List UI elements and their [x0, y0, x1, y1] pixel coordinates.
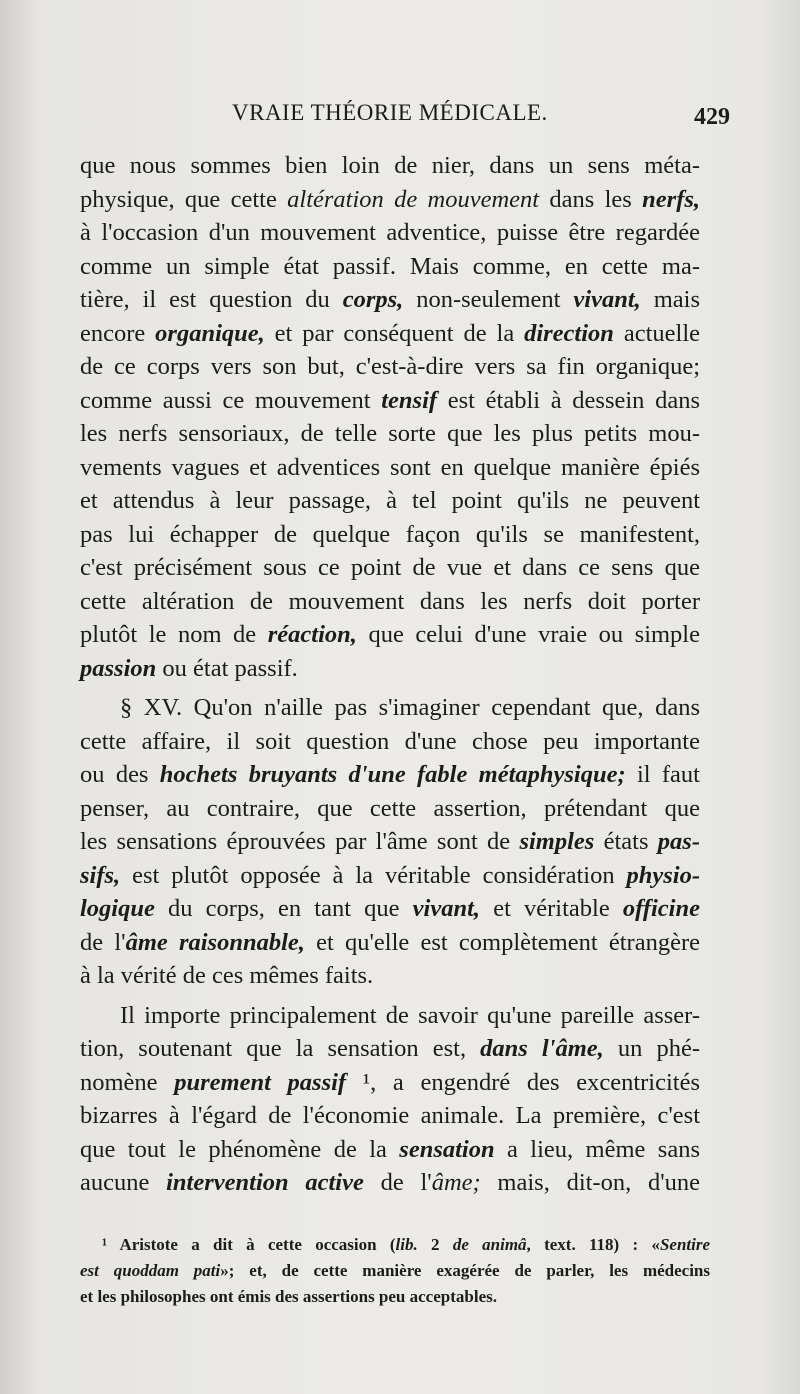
emphasis: [480, 1035, 604, 1062]
text-run: à la vérité de ces mêmes faits.: [80, 962, 374, 989]
italic-text: de animâ: [452, 1235, 527, 1254]
text-run: et véritable: [480, 895, 623, 922]
text-run: les nerfs sensoriaux, de telle sorte que les plus petits mou-: [80, 420, 700, 447]
emphasis-text: physio-: [626, 861, 700, 889]
text-run: est établi à dessein dans: [437, 386, 700, 414]
emphasis-text: purement passif: [174, 1068, 347, 1096]
text-run: penser, au contraire, que cette assertion, prétendant que: [80, 794, 700, 822]
emphasis: [524, 320, 614, 347]
text-run: et les philosophes ont émis des assertions peu acceptables.: [80, 1287, 497, 1306]
body-line: [80, 892, 700, 926]
text-run: de ce corps vers son but, c'est-à-dire vers sa fin organique;: [80, 353, 700, 380]
body-text: [80, 149, 700, 1200]
emphasis-text: réaction,: [267, 621, 357, 648]
emphasis: [642, 186, 700, 213]
running-head: [80, 100, 730, 136]
text-run: c'est précisément sous ce point de vue et dans ce sens que: [80, 554, 700, 581]
footnote-line: [80, 1284, 710, 1310]
body-line: [80, 725, 700, 759]
emphasis: [160, 761, 626, 788]
body-line: [80, 149, 700, 183]
text-run: tière, il est question du: [80, 286, 343, 313]
text-run: plutôt le nom de: [80, 621, 268, 648]
body-line: [80, 183, 700, 217]
text-run: encore: [80, 319, 156, 347]
emphasis-text: simples: [519, 828, 595, 855]
body-line: [80, 417, 700, 451]
text-run: tion, soutenant que la sensation est,: [80, 1035, 481, 1062]
body-line: [80, 1166, 700, 1200]
emphasis: [80, 895, 155, 922]
text-run: cette affaire, il soit question d'une chose peu importante: [80, 727, 700, 755]
body-line: [80, 283, 700, 317]
text-run: que tout le phénomène de la: [80, 1135, 400, 1163]
text-run: et attendus à leur passage, à tel point qu'ils ne peuvent: [80, 487, 700, 514]
body-line: [80, 451, 700, 485]
italic-text: lib.: [395, 1235, 418, 1254]
text-run: états: [594, 828, 658, 855]
emphasis: [519, 828, 594, 855]
text-run: Il importe principalement de savoir qu'une pareille asser-: [120, 1001, 700, 1029]
text-run: , text. 118) : «: [526, 1235, 660, 1254]
body-line: [80, 652, 700, 686]
text-run: a lieu, même sans: [494, 1135, 700, 1163]
text-run: comme aussi ce mouvement: [80, 386, 382, 414]
text-run: dans les: [539, 185, 643, 213]
body-line: [80, 825, 700, 859]
body-line: [80, 959, 700, 993]
emphasis-text: sifs,: [80, 861, 121, 889]
text-run: § XV. Qu'on n'aille pas s'imaginer cependant que, dans: [120, 694, 700, 721]
text-run: actuelle: [613, 319, 700, 347]
text-run: vements vagues et adventices sont en quelque manière épiés: [80, 453, 700, 481]
text-run: et par conséquent de la: [264, 319, 525, 347]
text-run: les sensations éprouvées par l'âme sont de: [80, 828, 520, 855]
text-run: ou des: [80, 761, 160, 788]
text-run: ou état passif.: [156, 654, 298, 682]
body-line: [80, 758, 700, 792]
body-line: [80, 691, 700, 725]
emphasis-text: vivant,: [573, 286, 641, 313]
text-run: mais: [640, 286, 700, 313]
text-run: que nous sommes bien loin de nier, dans un sens méta-: [80, 152, 700, 179]
body-line: [80, 618, 700, 652]
footnote-line: [80, 1258, 710, 1284]
emphasis-text: logique: [80, 895, 155, 922]
emphasis-text: direction: [524, 319, 614, 347]
emphasis-text: dans l'âme,: [480, 1035, 604, 1062]
emphasis-text: sensation: [399, 1135, 495, 1163]
body-line: [80, 518, 700, 552]
body-line: [80, 350, 700, 384]
body-line: [80, 484, 700, 518]
text-run: que celui d'une vraie ou simple: [356, 621, 700, 648]
footnotes: [80, 1232, 710, 1310]
emphasis: [155, 320, 265, 347]
italic-text: altération de mouvement: [287, 185, 540, 213]
text-run: nomène: [80, 1068, 175, 1096]
emphasis-text: hochets bruyants d'une fable métaphysique;: [159, 761, 626, 788]
text-run: ¹ Aristote a dit à cette occasion (: [102, 1235, 396, 1254]
emphasis-text: pas-: [657, 828, 700, 855]
emphasis: [174, 1069, 346, 1096]
emphasis: [399, 1136, 494, 1163]
emphasis-text: organique,: [155, 319, 265, 347]
text-run: de l': [363, 1169, 432, 1196]
italic-text: Sentire: [659, 1235, 710, 1254]
emphasis-text: nerfs,: [642, 185, 701, 213]
emphasis: [623, 895, 700, 922]
italic-text: âme;: [431, 1169, 481, 1196]
text-run: mais, dit-on, d'une: [480, 1169, 700, 1196]
emphasis-text: passion: [80, 654, 157, 682]
emphasis-text: tensif: [381, 386, 438, 414]
body-line: [80, 1133, 700, 1167]
body-line: [80, 551, 700, 585]
text-run: physique, que cette: [80, 185, 288, 213]
emphasis: [268, 621, 357, 648]
text-run: du corps, en tant que: [154, 895, 413, 922]
emphasis: [126, 929, 305, 956]
emphasis: [166, 1169, 364, 1196]
emphasis: [573, 286, 640, 313]
emphasis-text: corps,: [342, 286, 404, 313]
body-line: [80, 250, 700, 284]
text-run: de l': [80, 928, 126, 956]
text-run: à l'occasion d'un mouvement adventice, puisse être regardée: [80, 219, 700, 246]
emphasis: [627, 862, 701, 889]
emphasis: [343, 286, 404, 313]
text-run: cette altération de mouvement dans les nerfs doit porter: [80, 587, 700, 615]
text-run: »; et, de cette manière exagérée de parler, les médecins: [220, 1261, 710, 1280]
body-line: [80, 317, 700, 351]
text-run: est plutôt opposée à la véritable considération: [120, 861, 627, 889]
running-title: VRAIE THÉORIE MÉDICALE.: [232, 100, 548, 125]
text-run: il faut: [625, 761, 700, 788]
emphasis-text: officine: [622, 895, 700, 922]
text-run: ¹, a engendré des excentricités: [346, 1068, 701, 1096]
emphasis: [80, 655, 156, 682]
body-line: [80, 1066, 700, 1100]
text-run: non-seulement: [403, 286, 574, 313]
page-number: 429: [694, 104, 730, 130]
body-line: [80, 384, 700, 418]
emphasis: [413, 895, 480, 922]
body-line: [80, 216, 700, 250]
body-line: [80, 999, 700, 1033]
footnote-line: [80, 1232, 710, 1258]
text-run: aucune: [80, 1169, 167, 1196]
text-run: pas lui échapper de quelque façon qu'ils se manifestent,: [80, 520, 700, 548]
text-run: un phé-: [603, 1035, 700, 1062]
text-run: 2: [417, 1235, 453, 1254]
italic-text: est quoddam pati: [80, 1261, 221, 1280]
emphasis: [80, 862, 120, 889]
emphasis-text: âme raisonnable,: [125, 928, 305, 956]
body-line: [80, 859, 700, 893]
emphasis: [381, 387, 437, 414]
text-run: et qu'elle est complètement étrangère: [304, 928, 700, 956]
emphasis-text: intervention active: [166, 1169, 364, 1196]
emphasis: [658, 828, 700, 855]
body-line: [80, 1099, 700, 1133]
body-line: [80, 585, 700, 619]
body-line: [80, 1032, 700, 1066]
emphasis-text: vivant,: [412, 895, 481, 922]
body-line: [80, 926, 700, 960]
body-line: [80, 792, 700, 826]
text-run: bizarres à l'égard de l'économie animale. La première, c'est: [80, 1102, 700, 1129]
text-run: comme un simple état passif. Mais comme, en cette ma-: [80, 252, 700, 280]
